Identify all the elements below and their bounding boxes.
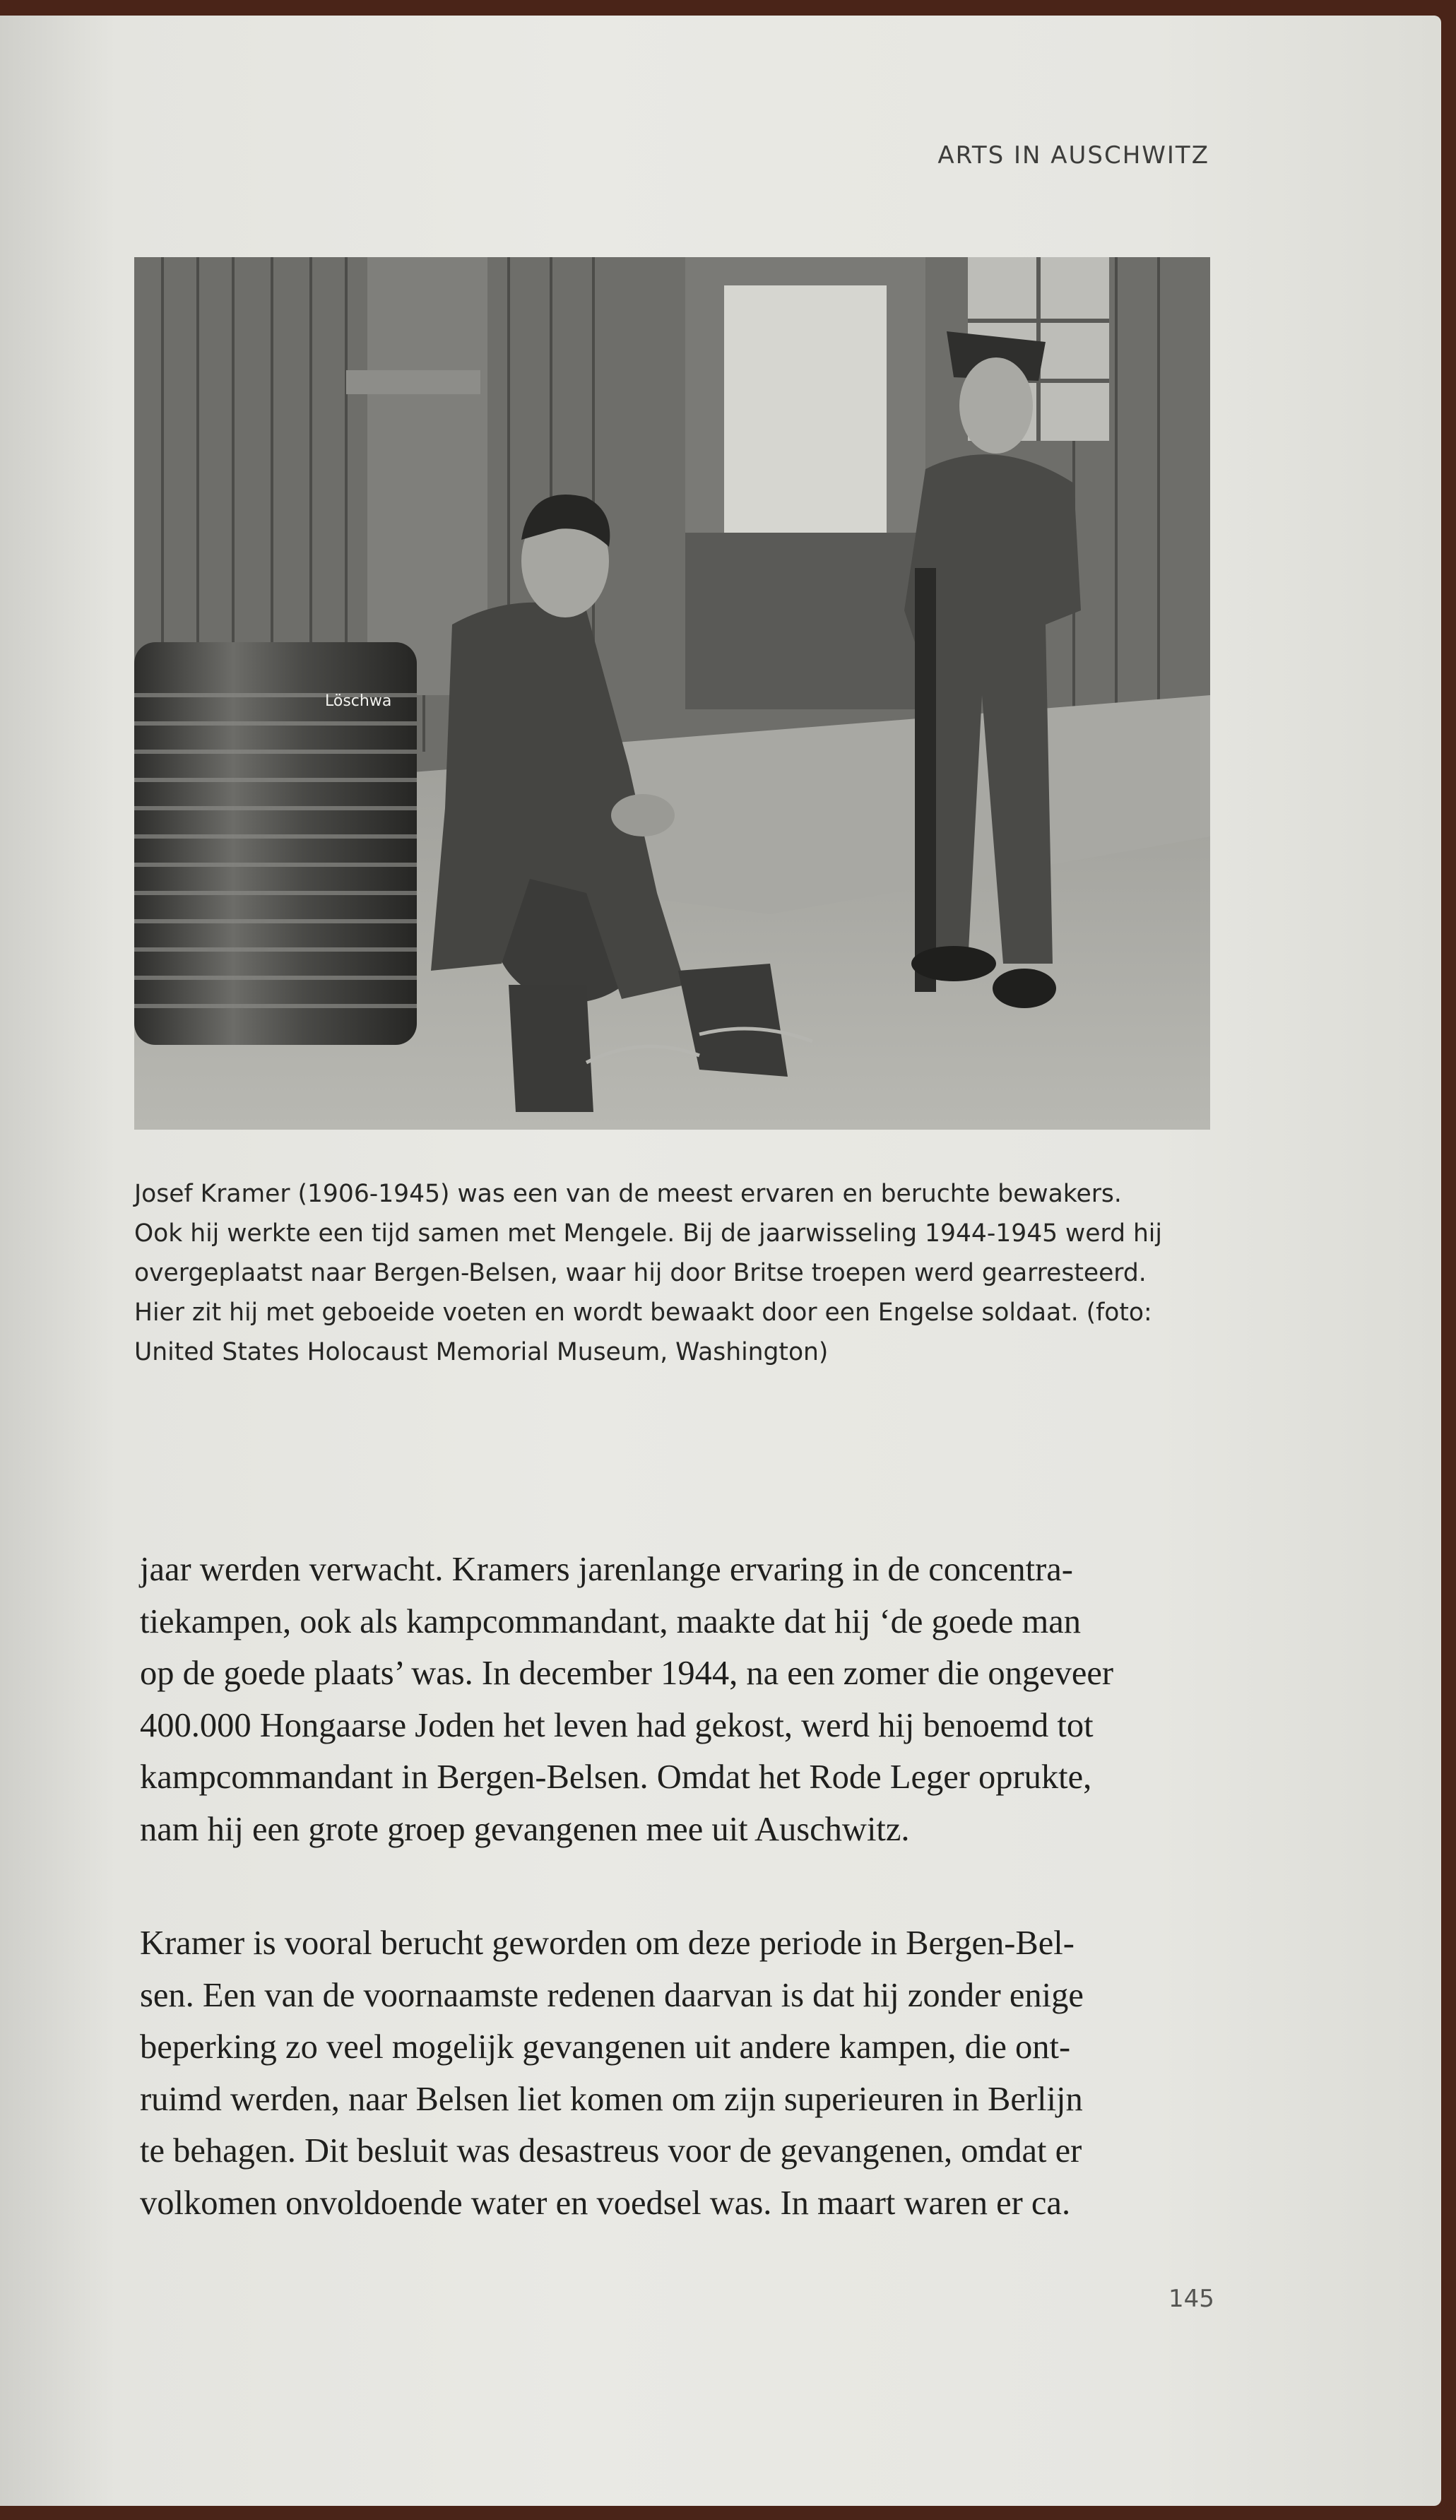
body-line: Kramer is vooral berucht geworden om deze periode in Bergen-Bel- [140, 1924, 1075, 1962]
paragraph-1 [140, 1544, 1214, 1855]
body-line: nam hij een grote groep gevangenen mee uit Auschwitz. [140, 1810, 910, 1848]
photo-illustration [134, 257, 1210, 1130]
body-line: beperking zo veel mogelijk gevangenen uit andere kampen, die ont- [140, 2028, 1071, 2066]
barrel-label: Löschwa [325, 692, 392, 710]
historical-photograph [134, 257, 1210, 1130]
photo-caption [134, 1174, 1236, 1372]
caption-line: Hier zit hij met geboeide voeten en wordt bewaakt door een Engelse soldaat. (foto: [134, 1299, 1152, 1327]
body-line: op de goede plaats’ was. In december 1944, na een zomer die ongeveer [140, 1655, 1114, 1692]
body-line: ruimd werden, naar Belsen liet komen om zijn superieuren in Berlijn [140, 2080, 1083, 2118]
body-line: kampcommandant in Bergen-Belsen. Omdat het Rode Leger oprukte, [140, 1758, 1092, 1796]
page-number: 145 [1168, 2285, 1214, 2313]
caption-line: United States Holocaust Memorial Museum, Washington) [134, 1338, 829, 1366]
door-opening [724, 285, 887, 533]
body-line: sen. Een van de voornaamste redenen daarvan is dat hij zonder enige [140, 1976, 1084, 2014]
paragraph-2 [140, 1917, 1214, 2229]
book-page [0, 16, 1441, 2506]
body-line: tiekampen, ook als kampcommandant, maakte dat hij ‘de goede man [140, 1602, 1081, 1640]
caption-line: Ook hij werkte een tijd samen met Mengele. Bij de jaarwisseling 1944-1945 werd hij [134, 1219, 1162, 1248]
body-line: jaar werden verwacht. Kramers jarenlange ervaring in de concentra- [140, 1551, 1073, 1588]
body-line: te behagen. Dit besluit was desastreus voor de gevangenen, omdat er [140, 2132, 1082, 2170]
caption-line: overgeplaatst naar Bergen-Belsen, waar hij door Britse troepen werd gearresteerd. [134, 1259, 1147, 1287]
caption-line: Josef Kramer (1906-1945) was een van de meest ervaren en beruchte bewakers. [134, 1180, 1122, 1208]
running-head: ARTS IN AUSCHWITZ [937, 141, 1209, 170]
body-line: 400.000 Hongaarse Joden het leven had gekost, werd hij benoemd tot [140, 1706, 1094, 1744]
body-line: volkomen onvoldoende water en voedsel was. In maart waren er ca. [140, 2184, 1071, 2222]
